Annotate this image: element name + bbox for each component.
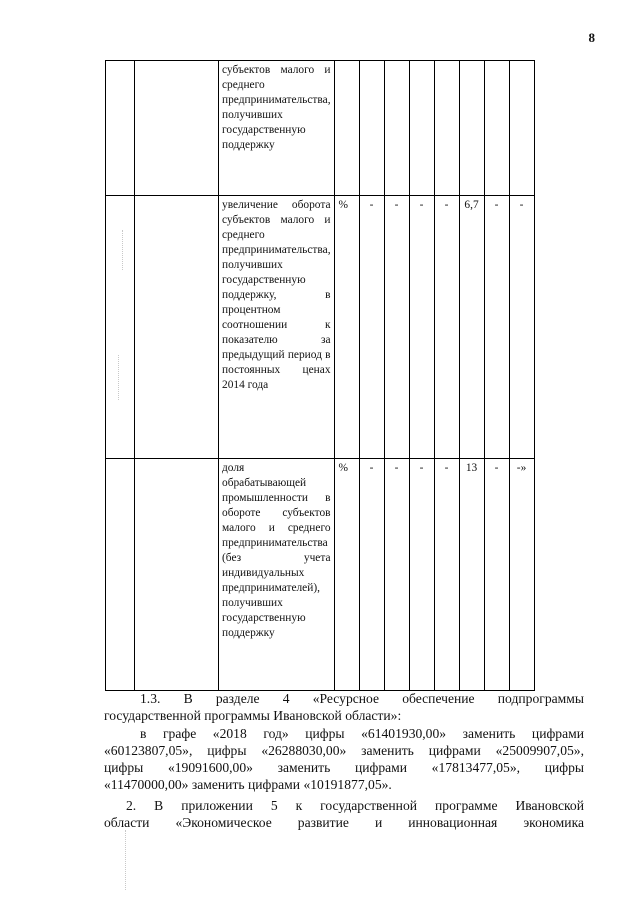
paragraph-line: «11470000,00» заменить цифрами «10191877,05». xyxy=(104,777,392,793)
value-cell: 13 xyxy=(459,459,484,691)
table-row xyxy=(106,459,535,691)
indicator-description: субъектов малого и среднего предпринимательства, получивших государственную поддержку xyxy=(219,61,335,196)
paragraph-line: 2. В приложении 5 к государственной программе Ивановской xyxy=(126,797,584,813)
value-cell xyxy=(434,61,459,196)
value-cell: - xyxy=(384,459,409,691)
value-cell: - xyxy=(484,459,509,691)
unit-cell xyxy=(334,61,359,196)
document-body-text xyxy=(104,690,584,831)
empty-name-cell xyxy=(135,61,219,196)
empty-name-cell xyxy=(135,196,219,459)
value-cell: -» xyxy=(509,459,534,691)
paragraph-line: в графе «2018 год» цифры «61401930,00» заменить цифрами xyxy=(140,725,584,741)
unit-cell: % xyxy=(334,459,359,691)
indicators-table xyxy=(105,60,535,691)
value-cell: - xyxy=(484,196,509,459)
value-cell xyxy=(509,61,534,196)
value-cell: - xyxy=(434,196,459,459)
paragraph-line: «60123807,05», цифры «26288030,00» заменить цифрами «25009907,05», xyxy=(104,742,584,758)
value-cell xyxy=(359,61,384,196)
table-row xyxy=(106,61,535,196)
value-cell: - xyxy=(359,459,384,691)
value-cell: - xyxy=(434,459,459,691)
paragraph-line: области «Экономическое развитие и инновационная экономика xyxy=(104,815,584,831)
empty-number-cell xyxy=(106,61,135,196)
value-cell xyxy=(459,61,484,196)
value-cell: 6,7 xyxy=(459,196,484,459)
value-cell xyxy=(484,61,509,196)
table-row xyxy=(106,196,535,459)
empty-number-cell xyxy=(106,196,135,459)
indicator-description: доля обрабатывающей промышленности в обороте субъектов малого и среднего предпринимательства (без учета индивидуальных предпринимателей), получивших государственную поддержку xyxy=(219,459,335,691)
paragraph-line: государственной программы Ивановской области»: xyxy=(104,708,402,724)
value-cell xyxy=(384,61,409,196)
value-cell: - xyxy=(509,196,534,459)
value-cell: - xyxy=(409,459,434,691)
value-cell xyxy=(409,61,434,196)
paragraph-line: 1.3. В разделе 4 «Ресурсное обеспечение подпрограммы xyxy=(140,691,584,706)
empty-name-cell xyxy=(135,459,219,691)
paragraph-line: цифры «19091600,00» заменить цифрами «17813477,05», цифры xyxy=(104,760,584,776)
empty-number-cell xyxy=(106,459,135,691)
indicator-description: увеличение оборота субъектов малого и среднего предпринимательства, получивших государственную поддержку, в процентном соотношении к показателю за предыдущий период в постоянных ценах 2014 года xyxy=(219,196,335,459)
unit-cell: % xyxy=(334,196,359,459)
value-cell: - xyxy=(384,196,409,459)
scan-artifact-line xyxy=(125,830,126,890)
page-number: 8 xyxy=(588,30,595,45)
value-cell: - xyxy=(409,196,434,459)
value-cell: - xyxy=(359,196,384,459)
